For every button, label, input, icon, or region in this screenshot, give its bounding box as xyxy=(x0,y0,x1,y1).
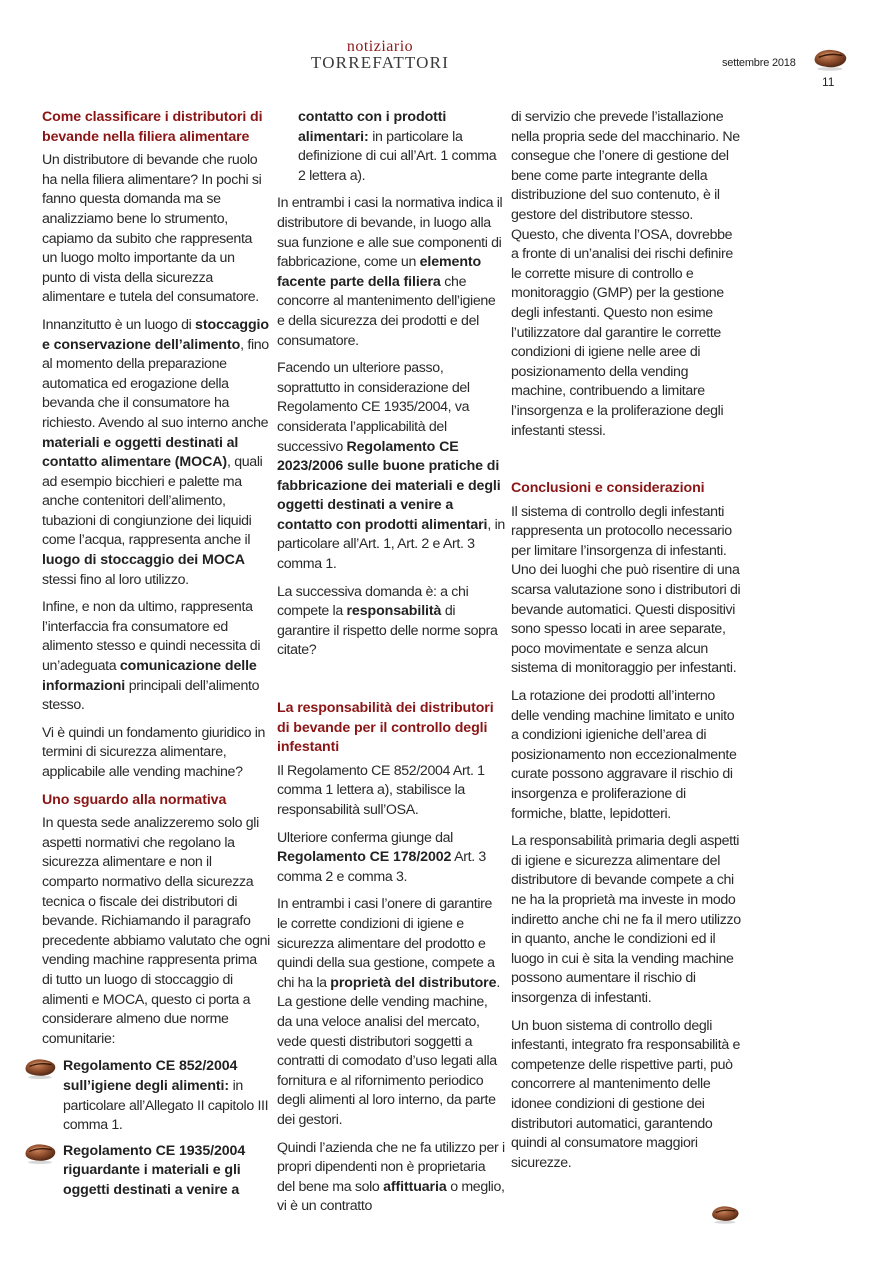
paragraph: La rotazione dei prodotti all’interno delle vending machine limitato e unito a condizioni igieniche dell’area di posizionamento non eccezionalmente curate possono aggravare il rischio di insorgenza e proliferazione di formiche, blatte, lepidotteri. xyxy=(511,688,737,822)
paragraph: In entrambi i casi l’onere di garantire le corrette condizioni di igiene e sicurezza alimentare del prodotto e quindi della sua gestione, compete a chi ha la proprietà del distributore. La gestione delle vending machine, da una veloce analisi del mercato, vede questi distributori soggetti a contratti di comodato d’uso legati alla fornitura e al rifornimento periodico degli alimenti al loro interno, da parte dei gestori. xyxy=(277,896,500,1128)
paragraph: In questa sede analizzeremo solo gli aspetti normativi che regolano la sicurezza alimentare e non il comparto normativo della sicurezza tecnica o fiscale dei distributori di bevande. Richiamando il paragrafo precedente abbiamo valutato che ogni vending machine rappresenta prima di tutto un luogo di stoccaggio di alimenti e MOCA, questo ci porta a considerare almeno due norme comunitarie: xyxy=(42,815,270,1047)
paragraph: In entrambi i casi la normativa indica il distributore di bevande, in luogo alla sua funzione e alle sue componenti di fabbricazione, come un elemento facente parte della filiera che concorre al mantenimento dell’igiene e della sicurezza dei prodotti e del consumatore. xyxy=(277,195,503,349)
paragraph: Il sistema di controllo degli infestanti rappresenta un protocollo necessario per limitare l’insorgenza di infestanti. Uno dei luoghi che può risentire di una scarsa valutazione sono i distributori di bevande automatici. Questi dispositivi sono spesso locati in aree separate, poco movimentate e senza alcun sistema di monitoraggio per infestanti. xyxy=(511,503,741,677)
column-2 xyxy=(277,108,505,1225)
masthead-top: notiziario xyxy=(346,38,414,55)
paragraph: Vi è quindi un fondamento giuridico in termini di sicurezza alimentare, applicabile alle vending machine? xyxy=(42,724,266,780)
issue-date: settembre 2018 xyxy=(722,57,796,69)
paragraph: La successiva domanda è: a chi compete la responsabilità di garantire il rispetto delle norme sopra citate? xyxy=(277,583,498,659)
column-1 xyxy=(42,108,270,1206)
coffee-bean-end-icon xyxy=(710,1203,740,1225)
paragraph: Un distributore di bevande che ruolo ha nella filiera alimentare? In pochi si fanno questa domanda ma se analizziamo bene lo strumento, capiamo da subito che rappresenta un luogo molto importante da un punto di vista della sicurezza alimentare e tutela del consumatore. xyxy=(42,152,262,306)
section-heading: Conclusioni e considerazioni xyxy=(511,480,705,497)
coffee-bean-icon xyxy=(812,46,848,72)
paragraph-continuation: di servizio che prevede l’istallazione nella propria sede del macchinario. Ne consegue che l’onere di gestione del bene come parte integrante della distribuzione del suo contenuto, è il gestore del distributore stesso. Questo, che diventa l’OSA, dovrebbe a fronte di un’analisi dei rischi definire le corrette misure di controllo e monitoraggio (GMP) per la gestione degli infestanti. Questo non esime l’utilizzatore dal garantire le corrette condizioni di igiene nelle aree di posizionamento della vending machine, contribuendo a limitare l’insorgenza e la proliferazione degli infestanti stessi. xyxy=(511,109,740,439)
list-item: Regolamento CE 852/2004 sull’igiene degli alimenti: in particolare all’Allegato II capitolo III comma 1. xyxy=(42,1057,270,1135)
coffee-bean-bullet-icon xyxy=(23,1142,57,1164)
paragraph: Il Regolamento CE 852/2004 Art. 1 comma 1 lettera a), stabilisce la responsabilità sull’OSA. xyxy=(277,762,485,818)
paragraph: Innanzitutto è un luogo di stoccaggio e conservazione dell’alimento, fino al momento della preparazione automatica ed erogazione della bevanda che il consumatore ha richiesto. Avendo al suo interno anche materiali e oggetti destinati al contatto alimentare (MOCA), quali ad esempio bicchieri e palette ma anche contenitori dell’alimento, tubazioni di congiunzione dei liquidi come l’acqua, rappresenta anche il luogo di stoccaggio dei MOCA stessi fino al loro utilizzo. xyxy=(42,316,269,588)
paragraph: Un buon sistema di controllo degli infestanti, integrato fra responsabilità e competenze delle rispettive parti, può concorrere al mantenimento delle idonee condizioni di gestione dei distributori automatici, garantendo quindi al consumatore maggiori sicurezze. xyxy=(511,1017,740,1171)
column-3 xyxy=(511,108,743,1181)
coffee-bean-bullet-icon xyxy=(23,1057,57,1079)
paragraph: Facendo un ulteriore passo, soprattutto in considerazione del Regolamento CE 1935/2004, va considerata l’applicabilità del successivo Regolamento CE 2023/2006 sulle buone pratiche di fabbricazione dei materiali e degli oggetti destinati a venire a contatto con prodotti alimentari, in particolare all’Art. 1, Art. 2 e Art. 3 comma 1. xyxy=(277,360,505,573)
paragraph: Quindi l’azienda che ne fa utilizzo per i propri dipendenti non è proprietaria del bene ma solo affittuaria o meglio, vi è un contratto xyxy=(277,1139,505,1215)
list-item-continuation: contatto con i prodotti alimentari: in particolare la definizione di cui all’Art. 1 comma 2 lettera a). xyxy=(298,109,497,184)
list-item: Regolamento CE 1935/2004 riguardante i materiali e gli oggetti destinati a venire a xyxy=(42,1142,270,1201)
paragraph: Ulteriore conferma giunge dal Regolamento CE 178/2002 Art. 3 comma 2 e comma 3. xyxy=(277,829,486,885)
paragraph: La responsabilità primaria degli aspetti di igiene e sicurezza alimentare del distributore di bevande compete a chi ne ha la proprietà ma investe in modo indiretto anche chi ne fa il mero utilizzo in quanto, anche le condizioni ed il luogo in cui è sita la vending machine possono aumentare il rischio di insorgenza di infestanti. xyxy=(511,833,741,1006)
masthead-logo xyxy=(300,40,460,72)
section-heading: Uno sguardo alla normativa xyxy=(42,791,227,808)
paragraph: Infine, e non da ultimo, rappresenta l’interfaccia fra consumatore ed alimento stesso e quindi necessita di un’adeguata comunicazione delle informazioni principali dell’alimento stesso. xyxy=(42,599,261,714)
masthead-bottom: TORREFATTORI xyxy=(310,53,450,72)
page-number: 11 xyxy=(822,75,835,89)
section-heading: Come classificare i distributori di bevande nella filiera alimentare xyxy=(42,109,263,145)
section-heading: La responsabilità dei distributori di bevande per il controllo degli infestanti xyxy=(277,700,494,756)
